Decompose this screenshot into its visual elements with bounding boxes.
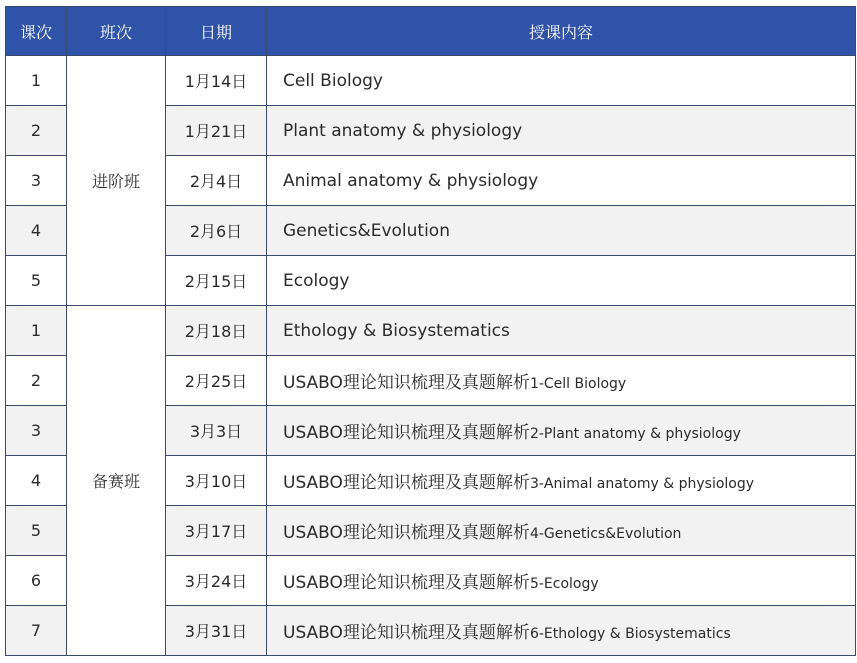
content-main: Cell Biology xyxy=(283,70,383,91)
lesson-content xyxy=(267,356,856,406)
header-lesson: 课次 xyxy=(6,7,67,56)
lesson-number: 2 xyxy=(6,106,67,156)
content-main: USABO理论知识梳理及真题解析 xyxy=(283,373,530,393)
lesson-date: 3月10日 xyxy=(166,456,267,506)
table-row xyxy=(6,306,856,356)
lesson-number: 7 xyxy=(6,606,67,656)
table-row xyxy=(6,56,856,106)
content-main: USABO理论知识梳理及真题解析 xyxy=(283,523,530,543)
header-class: 班次 xyxy=(67,7,166,56)
lesson-content xyxy=(267,306,856,356)
lesson-number: 6 xyxy=(6,556,67,606)
content-suffix: 6-Ethology & Biosystematics xyxy=(529,626,731,642)
lesson-date: 1月14日 xyxy=(166,56,267,106)
lesson-content xyxy=(267,106,856,156)
lesson-date: 2月15日 xyxy=(166,256,267,306)
content-suffix: 1-Cell Biology xyxy=(529,376,627,392)
content-main: USABO理论知识梳理及真题解析 xyxy=(283,473,530,493)
lesson-content xyxy=(267,206,856,256)
lesson-date: 1月21日 xyxy=(166,106,267,156)
lesson-date: 2月6日 xyxy=(166,206,267,256)
header-content: 授课内容 xyxy=(267,7,856,56)
content-suffix: 3-Animal anatomy & physiology xyxy=(529,476,755,492)
lesson-content xyxy=(267,56,856,106)
lesson-date: 2月18日 xyxy=(166,306,267,356)
lesson-content xyxy=(267,506,856,556)
lesson-number: 3 xyxy=(6,406,67,456)
content-suffix: 2-Plant anatomy & physiology xyxy=(529,426,741,442)
content-main: USABO理论知识梳理及真题解析 xyxy=(283,573,530,593)
lesson-number: 1 xyxy=(6,306,67,356)
lesson-number: 3 xyxy=(6,156,67,206)
content-main: USABO理论知识梳理及真题解析 xyxy=(283,423,530,443)
content-suffix: 4-Genetics&Evolution xyxy=(529,526,682,542)
header-row xyxy=(6,7,856,56)
content-main: Ethology & Biosystematics xyxy=(283,320,510,341)
lesson-content xyxy=(267,256,856,306)
lesson-content xyxy=(267,156,856,206)
lesson-date: 2月4日 xyxy=(166,156,267,206)
content-main: Plant anatomy & physiology xyxy=(283,120,523,141)
lesson-content xyxy=(267,556,856,606)
lesson-number: 5 xyxy=(6,506,67,556)
header-date: 日期 xyxy=(166,7,267,56)
class-group-advanced: 进阶班 xyxy=(67,56,166,306)
lesson-content xyxy=(267,606,856,656)
class-group-competition: 备赛班 xyxy=(67,306,166,656)
lesson-content xyxy=(267,456,856,506)
lesson-number: 2 xyxy=(6,356,67,406)
lesson-number: 5 xyxy=(6,256,67,306)
lesson-number: 1 xyxy=(6,56,67,106)
content-main: Animal anatomy & physiology xyxy=(283,170,539,191)
content-main: Genetics&Evolution xyxy=(283,220,450,241)
lesson-content xyxy=(267,406,856,456)
course-schedule-table xyxy=(5,6,856,656)
content-main: Ecology xyxy=(283,270,350,291)
lesson-date: 3月24日 xyxy=(166,556,267,606)
content-main: USABO理论知识梳理及真题解析 xyxy=(283,623,530,643)
lesson-number: 4 xyxy=(6,206,67,256)
lesson-number: 4 xyxy=(6,456,67,506)
lesson-date: 3月3日 xyxy=(166,406,267,456)
lesson-date: 2月25日 xyxy=(166,356,267,406)
content-suffix: 5-Ecology xyxy=(529,576,599,592)
lesson-date: 3月17日 xyxy=(166,506,267,556)
lesson-date: 3月31日 xyxy=(166,606,267,656)
